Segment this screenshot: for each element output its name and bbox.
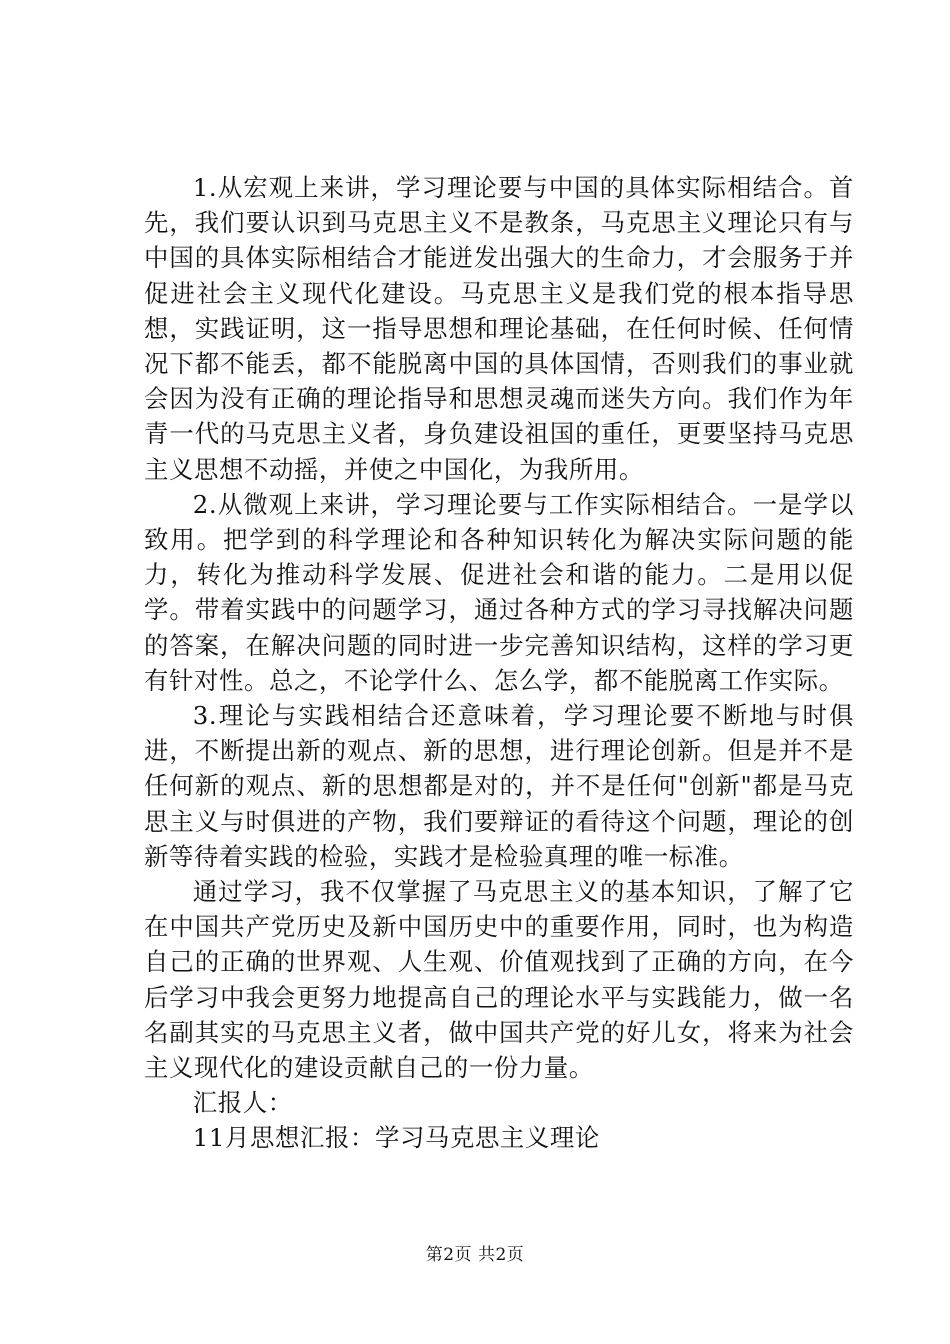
document-body: [144, 170, 854, 1156]
page-number-footer: 第2页 共2页: [425, 1245, 525, 1265]
paragraph-micro: 2.从微观上来讲，学习理论要与工作实际相结合。一是学以致用。把学到的科学理论和各种知识转化为解决实际问题的能力，转化为推动科学发展、促进社会和谐的能力。二是用以促学。带着实践中的问题学习，通过各种方式的学习寻找解决问题的答案，在解决问题的同时进一步完善知识结构，这样的学习更有针对性。总之，不论学什么、怎么学，都不能脱离工作实际。: [144, 489, 854, 695]
reporter-label: 汇报人：: [192, 1088, 293, 1118]
report-title-line: 11月思想汇报：学习马克思主义理论: [192, 1123, 600, 1153]
paragraph-innovation: 3.理论与实践相结合还意味着，学习理论要不断地与时俱进，不断提出新的观点、新的思想，进行理论创新。但是并不是任何新的观点、新的思想都是对的，并不是任何"创新"都是马克思主义与时俱进的产物，我们要辩证的看待这个问题，理论的创新等待着实践的检验，实践才是检验真理的唯一标准。: [144, 701, 854, 871]
paragraph-conclusion: 通过学习，我不仅掌握了马克思主义的基本知识，了解了它在中国共产党历史及新中国历史中的重要作用，同时，也为构造自己的正确的世界观、人生观、价值观找到了正确的方向，在今后学习中我会更努力地提高自己的理论水平与实践能力，做一名名副其实的马克思主义者，做中国共产党的好儿女，将来为社会主义现代化的建设贡献自己的一份力量。: [144, 877, 854, 1083]
paragraph-macro: 1.从宏观上来讲，学习理论要与中国的具体实际相结合。首先，我们要认识到马克思主义不是教条，马克思主义理论只有与中国的具体实际相结合才能迸发出强大的生命力，才会服务于并促进社会主义现代化建设。马克思主义是我们党的根本指导思想，实践证明，这一指导思想和理论基础，在任何时候、任何情况下都不能丢，都不能脱离中国的具体国情，否则我们的事业就会因为没有正确的理论指导和思想灵魂而迷失方向。我们作为年青一代的马克思主义者，身负建设祖国的重任，更要坚持马克思主义思想不动摇，并使之中国化，为我所用。: [144, 173, 854, 484]
